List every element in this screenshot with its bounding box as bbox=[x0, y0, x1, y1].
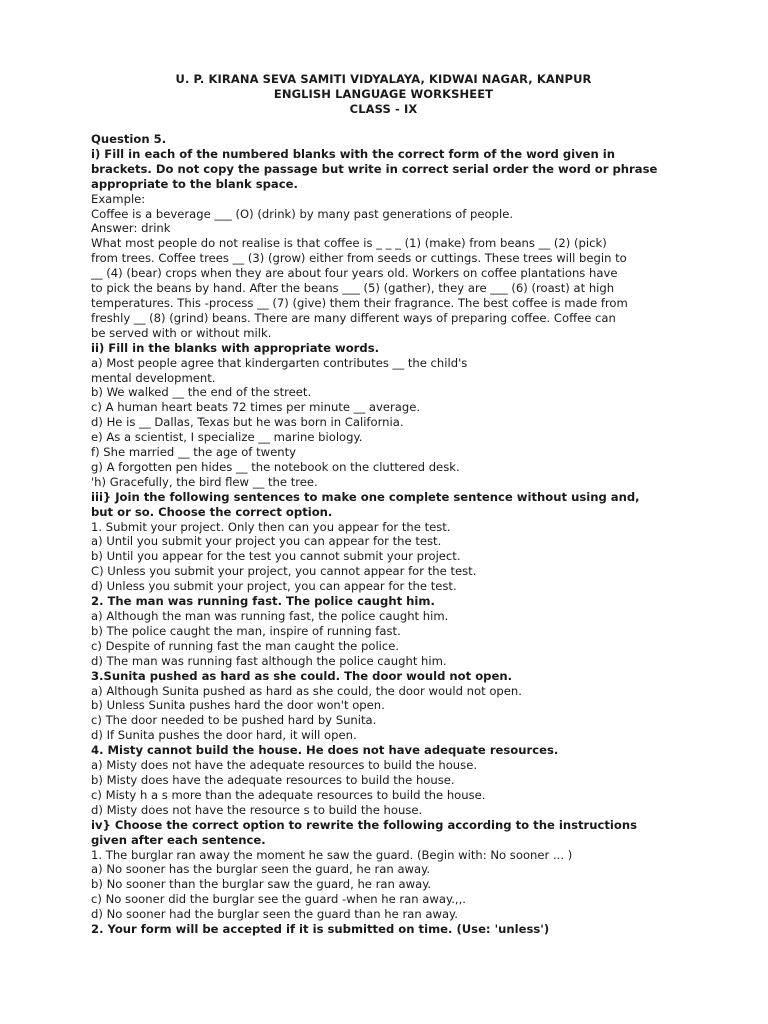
text-line: d) Misty does not have the resource s to build the house. bbox=[91, 802, 423, 817]
question-heading-line: 3.Sunita pushed as hard as she could. The door would not open. bbox=[91, 668, 512, 683]
text-line: d) The man was running fast although the police caught him. bbox=[91, 653, 447, 668]
question-heading-line: ii) Fill in the blanks with appropriate words. bbox=[91, 340, 379, 355]
worksheet-body bbox=[91, 132, 676, 937]
text-line: freshly __ (8) (grind) beans. There are many different ways of preparing coffee. Coffee can bbox=[91, 310, 616, 325]
text-line: 1. The burglar ran away the moment he saw the guard. (Begin with: No sooner ... ) bbox=[91, 847, 573, 862]
text-line: a) Until you submit your project you can appear for the test. bbox=[91, 534, 442, 549]
text-line: c) Misty h a s more than the adequate resources to build the house. bbox=[91, 787, 486, 802]
text-line: a) Misty does not have the adequate resources to build the house. bbox=[91, 758, 478, 773]
text-line: b) The police caught the man, inspire of running fast. bbox=[91, 623, 401, 638]
question-heading-line: given after each sentence. bbox=[91, 832, 266, 847]
text-line: d) No sooner had the burglar seen the guard than he ran away. bbox=[91, 907, 458, 922]
text-line: mental development. bbox=[91, 370, 216, 385]
text-line: b) Unless Sunita pushes hard the door won't open. bbox=[91, 698, 385, 713]
text-line: Coffee is a beverage ___ (O) (drink) by many past generations of people. bbox=[91, 206, 514, 221]
worksheet-title: ENGLISH LANGUAGE WORKSHEET bbox=[273, 87, 494, 101]
question-heading-line: 2. The man was running fast. The police caught him. bbox=[91, 594, 435, 609]
text-line: to pick the beans by hand. After the beans ___ (5) (gather), they are ___ (6) (roast) at high bbox=[91, 281, 615, 296]
text-line: What most people do not realise is that coffee is _ _ _ (1) (make) from beans __ (2) (pick) bbox=[91, 236, 607, 251]
text-line: a) Although the man was running fast, the police caught him. bbox=[91, 609, 449, 623]
class-label: CLASS - IX bbox=[349, 102, 418, 116]
question-heading-line: iii} Join the following sentences to make one complete sentence without using and, bbox=[91, 489, 640, 504]
text-line: f) She married __ the age of twenty bbox=[91, 445, 296, 460]
question-heading-line: brackets. Do not copy the passage but write in correct serial order the word or phrase bbox=[91, 161, 658, 176]
text-line: b) No sooner than the burglar saw the guard, he ran away. bbox=[91, 877, 432, 892]
text-line: 1. Submit your project. Only then can you appear for the test. bbox=[91, 519, 451, 534]
text-line: Example: bbox=[91, 191, 146, 206]
question-heading-line: 2. Your form will be accepted if it is submitted on time. (Use: 'unless') bbox=[91, 922, 550, 937]
text-line: c) The door needed to be pushed hard by Sunita. bbox=[91, 713, 377, 728]
question-heading-line: i) Fill in each of the numbered blanks with the correct form of the word given in bbox=[91, 146, 616, 161]
text-line: __ (4) (bear) crops when they are about four years old. Workers on coffee plantations have bbox=[91, 266, 618, 281]
text-line: a) Although Sunita pushed as hard as she could, the door would not open. bbox=[91, 683, 522, 698]
text-line: be served with or without milk. bbox=[91, 325, 272, 340]
text-line: Answer: drink bbox=[91, 221, 171, 236]
text-line: g) A forgotten pen hides __ the notebook on the cluttered desk. bbox=[91, 459, 460, 474]
text-line: b) Until you appear for the test you cannot submit your project. bbox=[91, 549, 461, 564]
worksheet-header bbox=[91, 72, 676, 117]
text-line: from trees. Coffee trees __ (3) (grow) either from seeds or cuttings. These trees will begin to bbox=[91, 251, 627, 266]
question-heading-line: Question 5. bbox=[91, 132, 167, 146]
school-name: U. P. KIRANA SEVA SAMITI VIDYALAYA, KIDWAI NAGAR, KANPUR bbox=[175, 72, 592, 86]
text-line: temperatures. This -process __ (7) (give) them their fragrance. The best coffee is made from bbox=[91, 295, 628, 310]
text-line: c) Despite of running fast the man caught the police. bbox=[91, 638, 400, 653]
text-line: C) Unless you submit your project, you cannot appear for the test. bbox=[91, 564, 477, 579]
text-line: b) Misty does have the adequate resources to build the house. bbox=[91, 772, 455, 787]
question-heading-line: appropriate to the blank space. bbox=[91, 176, 298, 191]
question-heading-line: but or so. Choose the correct option. bbox=[91, 504, 333, 519]
text-line: d) If Sunita pushes the door hard, it will open. bbox=[91, 728, 357, 743]
question-heading-line: 4. Misty cannot build the house. He does not have adequate resources. bbox=[91, 743, 559, 758]
text-line: a) No sooner has the burglar seen the guard, he ran away. bbox=[91, 862, 431, 877]
text-line: d) He is __ Dallas, Texas but he was born in California. bbox=[91, 415, 404, 430]
text-line: 'h) Gracefully, the bird flew __ the tree. bbox=[91, 474, 318, 489]
text-line: e) As a scientist, I specialize __ marine biology. bbox=[91, 430, 363, 445]
text-line: b) We walked __ the end of the street. bbox=[91, 385, 312, 400]
question-heading-line: iv} Choose the correct option to rewrite the following according to the instructions bbox=[91, 817, 637, 832]
text-line: c) A human heart beats 72 times per minute __ average. bbox=[91, 400, 421, 415]
text-line: c) No sooner did the burglar see the guard -when he ran away.,,. bbox=[91, 892, 466, 907]
text-line: a) Most people agree that kindergarten contributes __ the child's bbox=[91, 355, 468, 370]
text-line: d) Unless you submit your project, you can appear for the test. bbox=[91, 579, 457, 594]
